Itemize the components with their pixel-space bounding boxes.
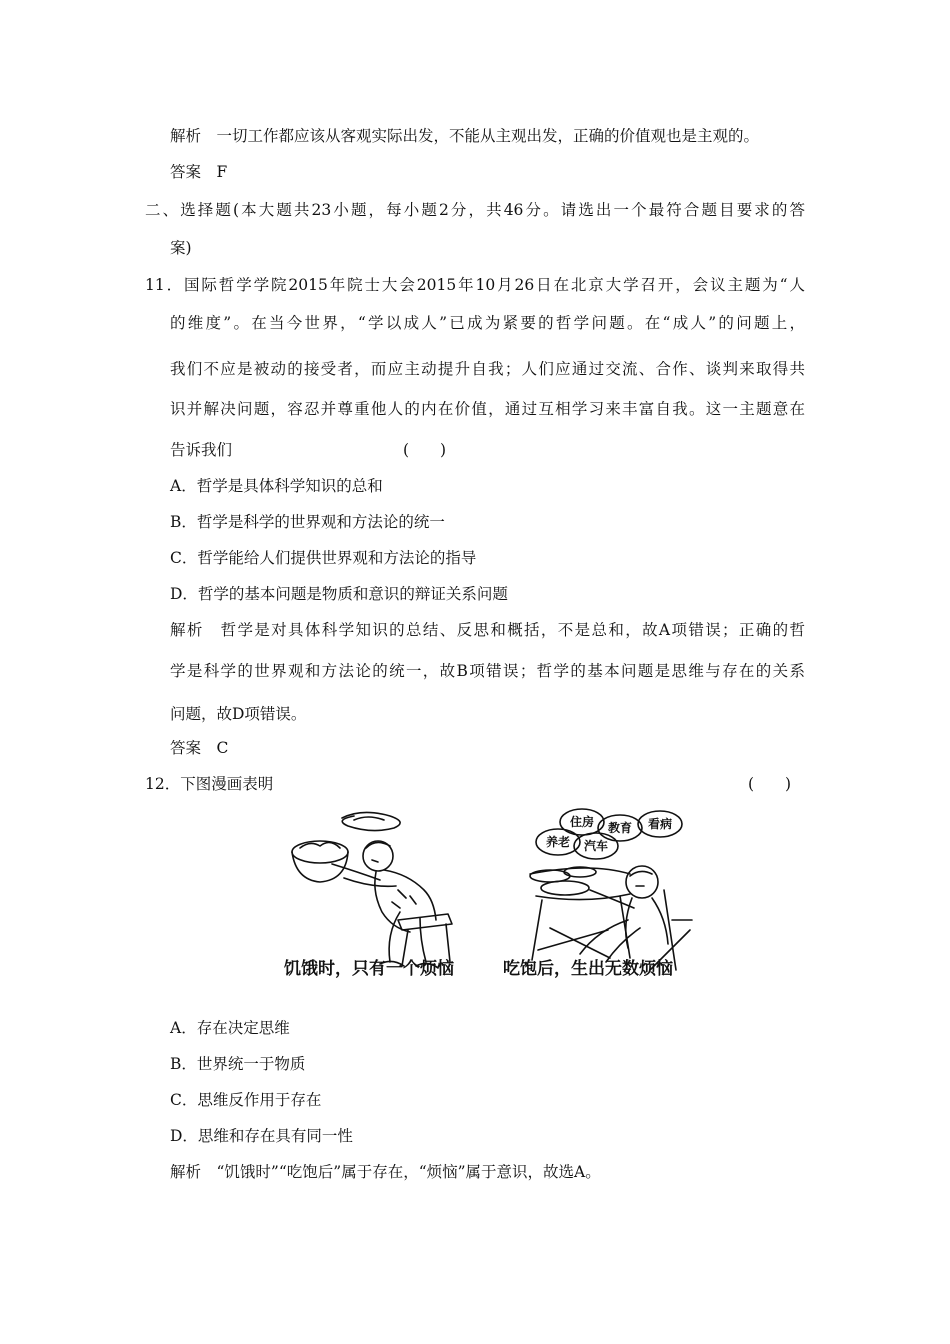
q12-analysis: 解析 “饥饿时”“吃饱后”属于存在，“烦恼”属于意识，故选A。 xyxy=(170,1163,601,1181)
q11-stem-line: 11．国际哲学学院2015年院士大会2015年10月26日在北京大学召开，会议主题为“人 xyxy=(145,276,805,294)
prev-analysis: 解析 一切工作都应该从客观实际出发，不能从主观出发，正确的价值观也是主观的。 xyxy=(170,127,760,145)
q11-option-d: D．哲学的基本问题是物质和意识的辩证关系问题 xyxy=(170,585,508,603)
q12-answer-blank: ( ) xyxy=(748,775,792,793)
q11-option-b: B．哲学是科学的世界观和方法论的统一 xyxy=(170,513,445,531)
q12-option-c: C．思维反作用于存在 xyxy=(170,1091,322,1109)
q11-option-c: C．哲学能给人们提供世界观和方法论的指导 xyxy=(170,549,477,567)
worry-label: 住房 xyxy=(570,815,595,829)
cartoon-caption-left: 饥饿时，只有一个烦恼 xyxy=(284,959,454,979)
q11-stem-line: 我们不应是被动的接受者，而应主动提升自我；人们应通过交流、合作、谈判来取得共 xyxy=(170,360,805,378)
worry-label: 教育 xyxy=(608,821,633,835)
q12-option-a: A．存在决定思维 xyxy=(170,1019,290,1037)
worry-label: 养老 xyxy=(546,835,571,849)
worry-label: 看病 xyxy=(648,817,673,831)
worry-label: 汽车 xyxy=(584,839,609,853)
q11-answer: 答案 C xyxy=(170,739,229,757)
section-heading: 二、选择题(本大题共23小题，每小题2分，共46分。请选出一个最符合题目要求的答 xyxy=(145,201,805,219)
cartoon-caption-right: 吃饱后，生出无数烦恼 xyxy=(503,959,673,979)
prev-answer: 答案 F xyxy=(170,163,228,181)
q11-stem-line: 识并解决问题，容忍并尊重他人的内在价值，通过互相学习来丰富自我。这一主题意在 xyxy=(170,400,805,418)
q11-analysis-line: 解析 哲学是对具体科学知识的总结、反思和概括，不是总和，故A项错误；正确的哲 xyxy=(170,621,805,639)
q11-analysis-line: 学是科学的世界观和方法论的统一，故B项错误；哲学的基本问题是思维与存在的关系 xyxy=(170,662,805,680)
q11-stem-line: 告诉我们 xyxy=(170,441,233,459)
q11-option-a: A．哲学是具体科学知识的总和 xyxy=(170,477,383,495)
q12-option-b: B．世界统一于物质 xyxy=(170,1055,306,1073)
q11-analysis-line: 问题，故D项错误。 xyxy=(170,705,307,723)
q12-option-d: D．思维和存在具有同一性 xyxy=(170,1127,353,1145)
q11-answer-blank: ( ) xyxy=(403,441,447,459)
hungry-man-figure xyxy=(292,812,452,968)
q11-stem-line: 的维度”。在当今世界，“学以成人”已成为紧要的哲学问题。在“成人”的问题上， xyxy=(170,314,805,332)
q12-stem: 12．下图漫画表明 xyxy=(145,775,274,793)
section-heading-cont: 案) xyxy=(170,239,192,257)
